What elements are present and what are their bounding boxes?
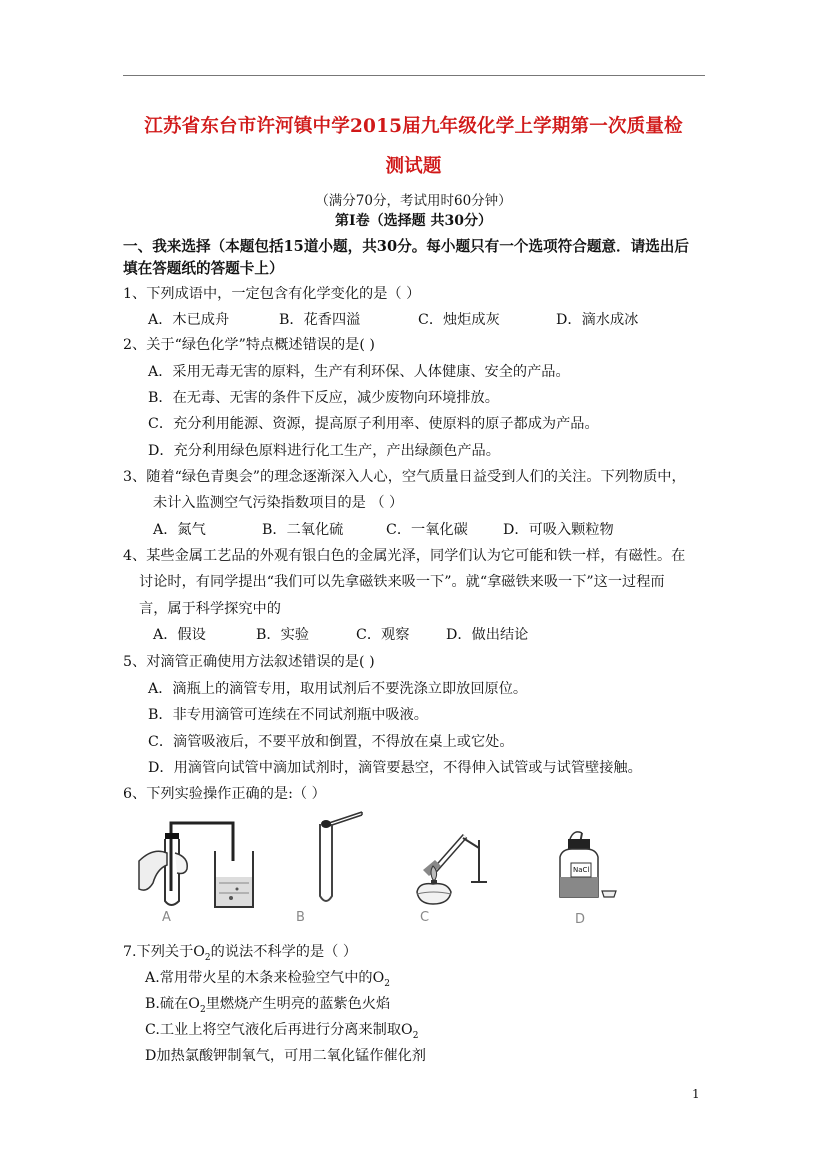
q4-option-b: B．实验 bbox=[256, 627, 309, 643]
part1-heading-line1: 一、我来选择（本题包括15道小题，共30分。每小题只有一个选项符合题意．请选出后 bbox=[123, 238, 689, 255]
q1-option-d: D．滴水成冰 bbox=[556, 312, 639, 328]
page-number: 1 bbox=[692, 1087, 700, 1101]
q6-stem: 6、下列实验操作正确的是:（ ） bbox=[123, 786, 326, 802]
q4-option-d: D．做出结论 bbox=[446, 627, 529, 643]
q3-stem-line1: 3、随着“绿色青奥会”的理念逐渐深入人心，空气质量日益受到人们的关注。下列物质中， bbox=[123, 469, 686, 485]
q2-stem: 2、关于“绿色化学”特点概述错误的是( ) bbox=[123, 337, 375, 353]
q6-figure-a bbox=[135, 813, 265, 913]
nacl-bottle-label: NaCl bbox=[573, 866, 590, 874]
q5-option-d: D．用滴管向试管中滴加试剂时，滴管要悬空，不得伸入试管或与试管壁接触。 bbox=[148, 760, 642, 776]
q7-option-b: B.硫在$O_2$里燃烧产生明亮的蓝紫色火焰 bbox=[145, 996, 391, 1015]
q2-option-a: A．采用无毒无害的原料，生产有利环保、人体健康、安全的产品。 bbox=[148, 364, 570, 380]
score-time-note: （满分70分，考试用时60分钟） bbox=[315, 193, 512, 209]
q3-option-b: B．二氧化硫 bbox=[262, 522, 344, 538]
q3-stem-line2: 未计入监测空气污染指数项目的是 （ ） bbox=[153, 495, 404, 511]
q3-option-d: D．可吸入颗粒物 bbox=[503, 522, 614, 538]
q3-option-c: C．一氧化碳 bbox=[386, 522, 468, 538]
exam-title-line1: 江苏省东台市许河镇中学2015届九年级化学上学期第一次质量检 bbox=[144, 116, 683, 137]
q2-option-b: B．在无毒、无害的条件下反应，减少废物向环境排放。 bbox=[148, 390, 499, 406]
q7-option-c: C.工业上将空气液化后再进行分离来制取$O_2$ bbox=[145, 1022, 419, 1041]
q4-option-c: C．观察 bbox=[356, 627, 410, 643]
q7-option-d: D加热氯酸钾制氧气，可用二氧化锰作催化剂 bbox=[145, 1048, 426, 1064]
q7-option-a: A.常用带火星的木条来检验空气中的$O_2$ bbox=[145, 970, 390, 989]
q6-label-a: A bbox=[162, 910, 171, 925]
q5-option-c: C．滴管吸液后，不要平放和倒置，不得放在桌上或它处。 bbox=[148, 734, 514, 750]
q2-option-d: D．充分利用绿色原料进行化工生产，产出绿颜色产品。 bbox=[148, 443, 500, 459]
q6-label-c: C bbox=[420, 910, 430, 925]
q4-stem-line1: 4、某些金属工艺品的外观有银白色的金属光泽，同学们认为它可能和铁一样，有磁性。在 bbox=[123, 548, 686, 564]
q4-option-a: A．假设 bbox=[153, 627, 206, 643]
q1-option-c: C．烛炬成灰 bbox=[418, 312, 500, 328]
q7-stem: 7.下列关于$O_2$的说法不科学的是（ ） bbox=[123, 944, 358, 963]
header-rule bbox=[123, 75, 705, 76]
q6-figure-c bbox=[405, 820, 495, 910]
q6-figure-b bbox=[300, 808, 380, 908]
part1-heading-line2: 填在答题纸的答题卡上） bbox=[123, 260, 284, 277]
q2-option-c: C．充分利用能源、资源，提高原子利用率、使原料的原子都成为产品。 bbox=[148, 416, 599, 432]
q1-option-b: B．花香四溢 bbox=[279, 312, 361, 328]
exam-title-line2: 测试题 bbox=[385, 156, 442, 177]
section-heading: 第Ⅰ卷（选择题 共30分） bbox=[335, 213, 492, 229]
q4-stem-line2: 讨论时，有同学提出“我们可以先拿磁铁来吸一下”。就“拿磁铁来吸一下”这一过程而 bbox=[139, 574, 665, 590]
q5-stem: 5、对滴管正确使用方法叙述错误的是( ) bbox=[123, 654, 375, 670]
q5-option-a: A．滴瓶上的滴管专用，取用试剂后不要洗涤立即放回原位。 bbox=[148, 681, 528, 697]
q6-label-b: B bbox=[296, 910, 305, 925]
q6-label-d: D bbox=[575, 912, 586, 927]
q4-stem-line3: 言，属于科学探究中的 bbox=[139, 601, 281, 617]
q3-option-a: A．氮气 bbox=[153, 522, 206, 538]
q5-option-b: B．非专用滴管可连续在不同试剂瓶中吸液。 bbox=[148, 707, 428, 723]
q1-stem: 1、下列成语中，一定包含有化学变化的是（ ） bbox=[123, 286, 421, 302]
q6-figure-d bbox=[552, 825, 622, 905]
q1-option-a: A．木已成舟 bbox=[148, 312, 230, 328]
